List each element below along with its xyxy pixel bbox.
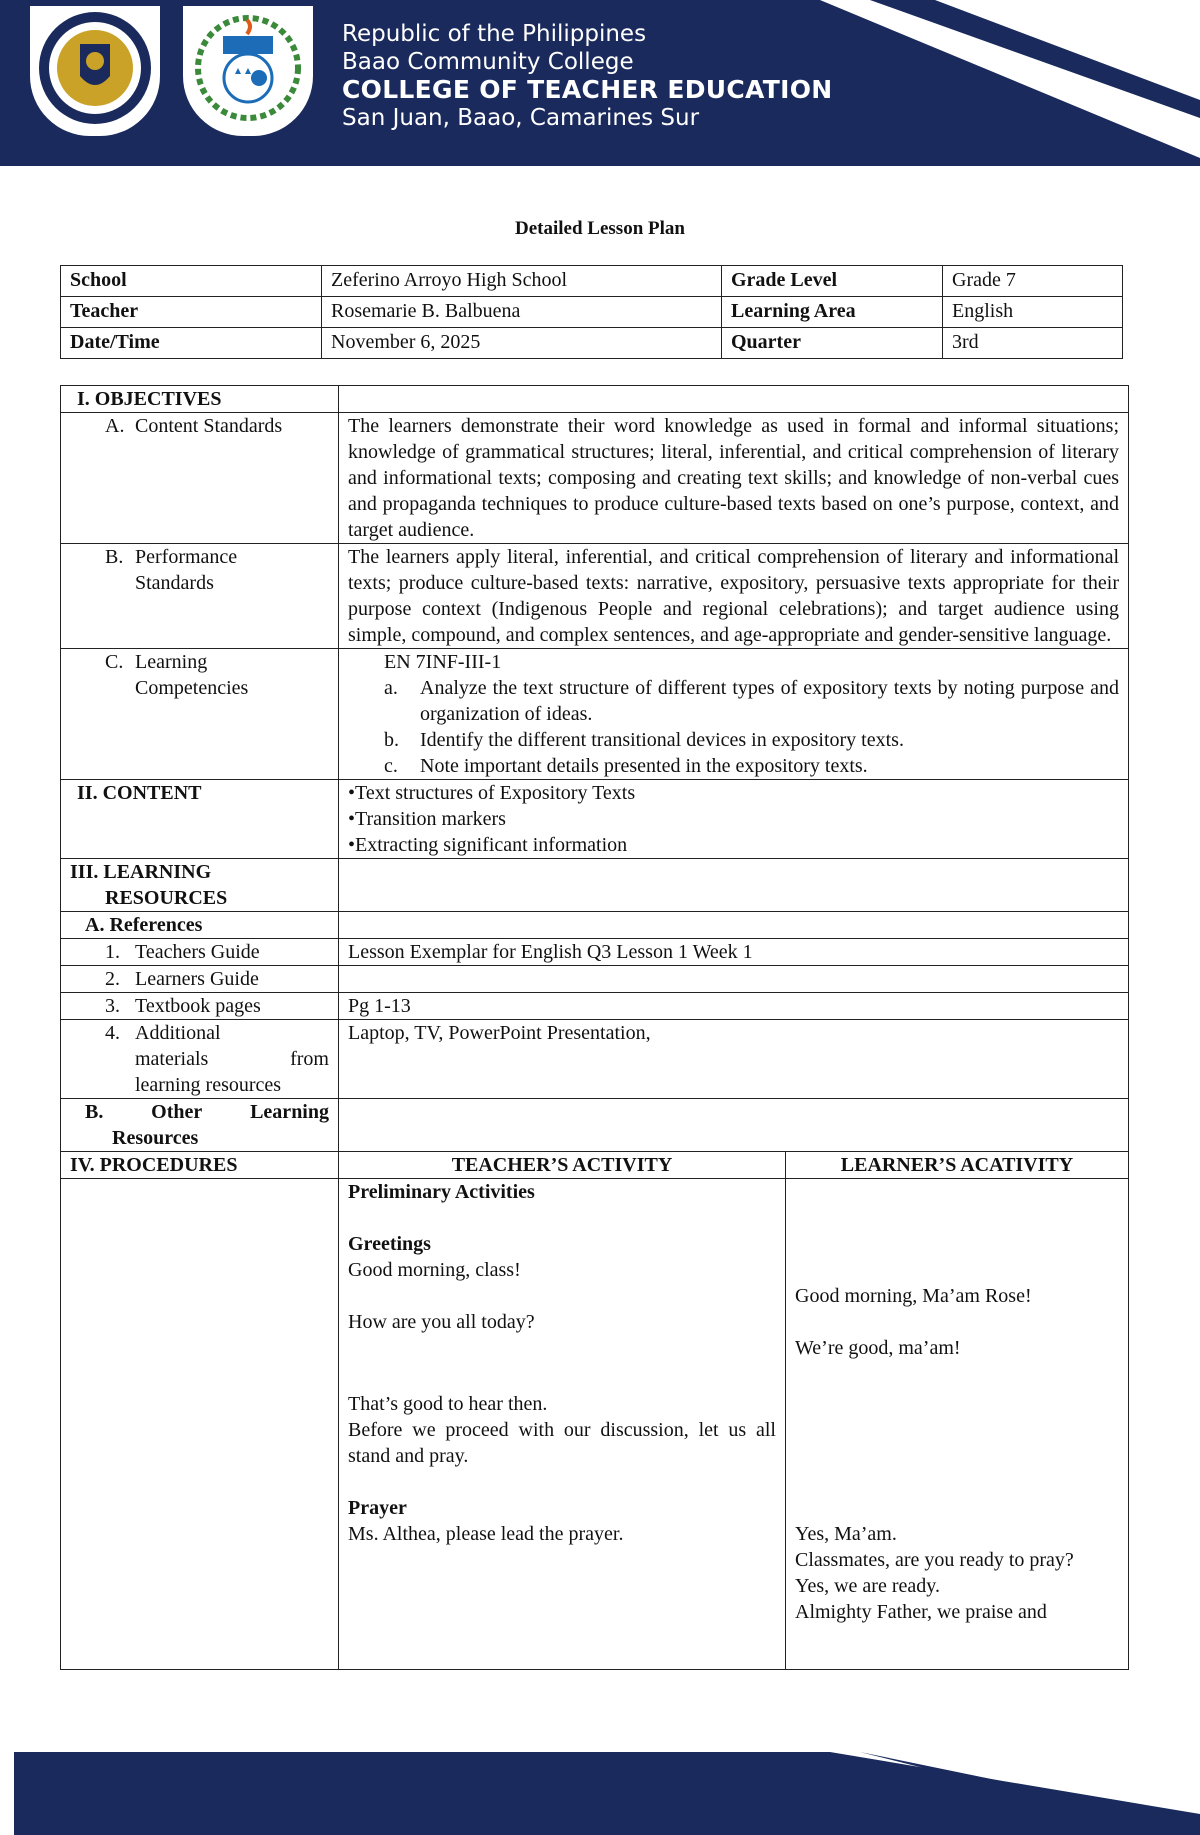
item-number: 1. [105,941,120,963]
item-label: Learning [250,1101,329,1123]
content-item: •Text structures of Expository Texts [348,782,636,804]
other-resources-row [61,1099,1129,1152]
textbook-pages-label [61,993,339,1020]
empty-cell [339,386,1129,413]
grade-value: Grade 7 [943,266,1123,297]
performance-standards-row [61,544,1129,649]
procedures-heading-row [61,1152,1129,1179]
item-number: 3. [105,995,120,1017]
performance-standards-label [61,544,339,649]
performance-standards-text: The learners apply literal, inferential, and critical comprehension of literary and informational texts; produce culture-based texts: narrative, expository, persuasive texts appropriate for their purpose context (Indigenous People and regional celebrations); and target audience using simple, compound, and complex sentences, and age-appropriate and gender-sensitive language. [339,544,1129,649]
date-value: November 6, 2025 [322,328,722,359]
references-label: A. References [61,912,339,939]
lesson-plan-table [60,385,1129,1670]
teacher-line: That’s good to hear then. [348,1393,548,1415]
teachers-guide-row [61,939,1129,966]
empty-cell [339,859,1129,912]
additional-materials-row [61,1020,1129,1099]
school-value: Zeferino Arroyo High School [322,266,722,297]
baao-community-college-seal [30,6,160,136]
heading-line: RESOURCES [105,887,228,909]
republic-line: Republic of the Philippines [342,21,647,47]
additional-materials-label [61,1020,339,1099]
other-resources-label [61,1099,339,1152]
references-row [61,912,1129,939]
quarter-value: 3rd [943,328,1123,359]
learner-line: We’re good, ma’am! [795,1337,961,1359]
learning-competencies-row [61,649,1129,780]
empty-cell [61,1179,339,1670]
item-label: learning resources [135,1074,282,1096]
info-row-teacher [61,297,1123,328]
document-title: Detailed Lesson Plan [515,218,685,239]
quarter-label: Quarter [722,328,943,359]
teachers-guide-label [61,939,339,966]
teachers-guide-value: Lesson Exemplar for English Q3 Lesson 1 Week 1 [339,939,1129,966]
learner-line: Classmates, are you ready to pray? [795,1549,1074,1571]
learners-guide-value [339,966,1129,993]
item-label: materials [135,1048,209,1070]
item-label: Teachers Guide [135,941,260,963]
teacher-line: Good morning, class! [348,1259,521,1281]
learners-guide-row [61,966,1129,993]
area-label: Learning Area [722,297,943,328]
item-number: C. [105,651,124,673]
content-list [339,780,1129,859]
procedures-body-row [61,1179,1129,1670]
area-value: English [943,297,1123,328]
learning-competencies-text [339,649,1129,780]
institution-heading [342,20,832,132]
learner-line: Almighty Father, we praise and [795,1601,1047,1623]
learner-activity-heading: LEARNER’S ACATIVITY [786,1152,1129,1179]
school-label: School [61,266,322,297]
teacher-line: Ms. Althea, please lead the prayer. [348,1523,624,1545]
preliminary-heading: Preliminary Activities [348,1181,535,1203]
competency-code: EN 7INF-III-1 [384,651,502,673]
content-item: •Extracting significant information [348,834,628,856]
teacher-value: Rosemarie B. Balbuena [322,297,722,328]
learner-line: Yes, we are ready. [795,1575,940,1597]
item-label: Other [151,1101,203,1123]
header-banner [0,0,1200,166]
learner-line: Good morning, Ma’am Rose! [795,1285,1032,1307]
learners-guide-label [61,966,339,993]
date-label: Date/Time [61,328,322,359]
teacher-activity-cell [339,1179,786,1670]
learner-line: Yes, Ma’am. [795,1523,897,1545]
grade-label: Grade Level [722,266,943,297]
greetings-heading: Greetings [348,1233,431,1255]
additional-materials-value: Laptop, TV, PowerPoint Presentation, [339,1020,1129,1099]
teacher-line: How are you all today? [348,1311,535,1333]
item-label: Standards [135,572,214,594]
footer-stripes [0,1752,1200,1835]
empty-cell [339,1099,1129,1152]
footer-banner [0,1752,1200,1835]
learning-competencies-label [61,649,339,780]
item-label: Learners Guide [135,968,259,990]
textbook-pages-row [61,993,1129,1020]
empty-cell [339,912,1129,939]
item-label: Competencies [135,677,249,699]
teacher-line: Before we proceed with our discussion, let us all stand and pray. [348,1419,776,1467]
lesson-info-table [60,265,1123,359]
item-label: Performance [135,546,238,568]
teacher-activity-heading: TEACHER’S ACTIVITY [339,1152,786,1179]
objectives-heading: I. OBJECTIVES [61,386,339,413]
item-number: 4. [105,1022,120,1044]
info-row-school [61,266,1123,297]
content-standards-row [61,413,1129,544]
item-number: A. [105,415,125,437]
competency-item: a. Analyze the text structure of different types of expository texts by noting purpose and organization of ideas. [384,677,1119,725]
item-label: Learning [135,651,208,673]
teacher-label: Teacher [61,297,322,328]
learner-activity-cell [786,1179,1129,1670]
objectives-heading-row [61,386,1129,413]
content-heading: II. CONTENT [61,780,339,859]
content-standards-label [61,413,339,544]
content-row [61,780,1129,859]
info-row-date [61,328,1123,359]
learning-resources-heading [61,859,339,912]
item-label: Textbook pages [135,995,261,1017]
heading-line: III. LEARNING [70,861,212,883]
college-name: Baao Community College [342,49,634,75]
item-label: Resources [112,1127,199,1149]
item-number: B. [85,1101,104,1123]
content-standards-text: The learners demonstrate their word knowledge as used in formal and informal situations; knowledge of grammatical structures; literal, inferential, and critical comprehension of literary and informational texts; composing and creating text skills; and knowledge of non-verbal cues and propaganda techniques to produce culture-based texts based on one’s purpose, context, and target audience. [339,413,1129,544]
item-label: Additional [135,1022,221,1044]
procedures-heading: IV. PROCEDURES [61,1152,339,1179]
competency-item: b. Identify the different transitional devices in expository texts. [384,729,904,751]
department-name: COLLEGE OF TEACHER EDUCATION [342,75,833,104]
college-address: San Juan, Baao, Camarines Sur [342,105,700,131]
learning-resources-row [61,859,1129,912]
college-of-education-seal [183,6,313,136]
item-label: Content Standards [135,415,283,437]
item-label: from [290,1048,329,1070]
item-number: B. [105,546,124,568]
prayer-heading: Prayer [348,1497,407,1519]
content-item: •Transition markers [348,808,506,830]
competency-item: c. Note important details presented in the expository texts. [384,755,868,777]
textbook-pages-value: Pg 1-13 [339,993,1129,1020]
item-number: 2. [105,968,120,990]
